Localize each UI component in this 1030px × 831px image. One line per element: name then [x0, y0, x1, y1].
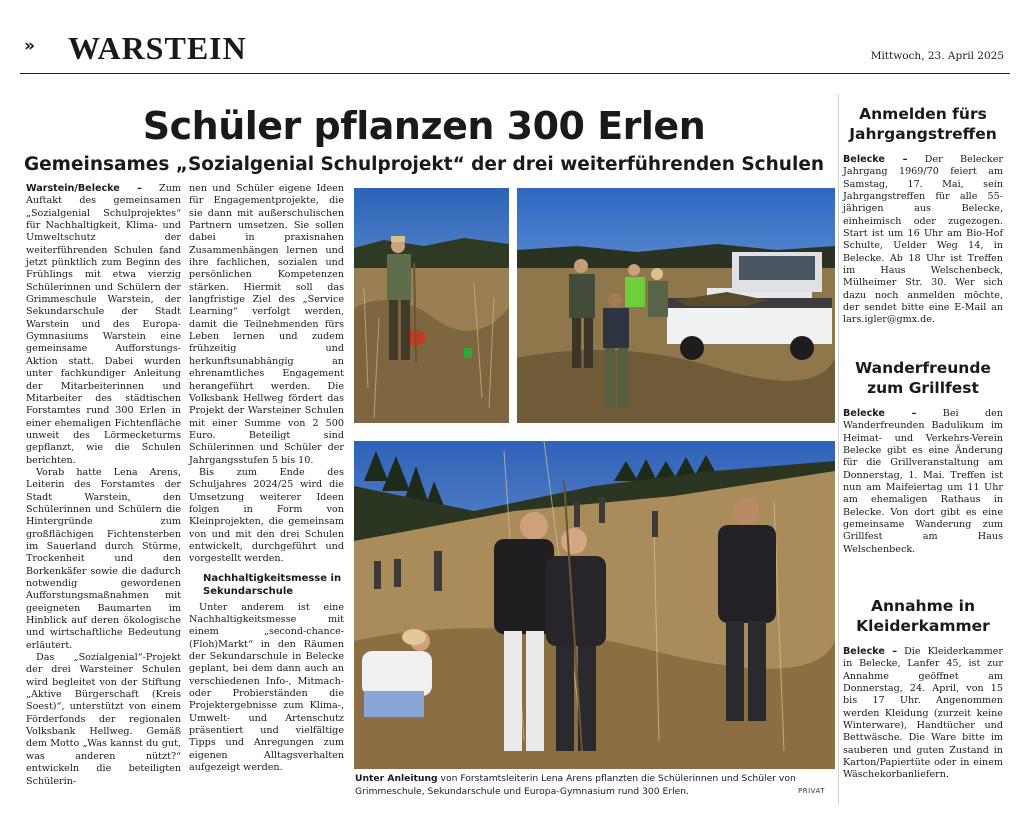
paragraph: Bis zum Ende des Schuljahres 2024/25 wird die Umsetzung weiterer Ideen folgen in Form von Kleinprojekten, die gemeinsam von und mit den drei Schulen entwickelt, durchgeführt und vorgestellt werden. — [189, 466, 344, 565]
sidebar-item-text — [843, 646, 1003, 782]
paragraph: Vorab hatte Lena Arens, Leiterin des Forstamtes der Stadt Warstein, den Schülerinnen und Schülern die Hintergründe zum großflächigen Fichtensterben im Sauerland durch Stürme, Trockenheit und den Borkenkäfer sowie die dadurch notwendig gewordenen Aufforstungsmaßnahmen mit geeigneten Baumarten im Hinblick auf deren ökologische und wirtschaftliche Bedeutung erläutert. — [26, 466, 181, 651]
article-column-2 — [189, 183, 344, 774]
sidebar-item-body: Bei den Wanderfreunden Badulikum im Heimat- und Verkehrs-Verein Belecke gibt es eine Änderung für die Grillveranstaltung am Donnerstag, 1. Mai. Treffen ist nun am Maifeiertag um 11 Uhr am ehemaligen Rathaus in Belecke. Von dort gibt es eine gemeinsame Wanderung zum Grillfest am Haus Welschenbeck. — [843, 408, 1003, 555]
sidebar-item-title: Anmelden fürs Jahrgangstreffen — [849, 105, 997, 143]
dateline: Belecke – — [843, 646, 898, 657]
caption-text: von Forstamtsleiterin Lena Arens pflanzten die Schülerinnen und Schüler von Grimmeschule, Sekundarschule und Europa-Gymnasium rund 300 Erlen. — [355, 773, 796, 797]
section-chevron-icon: » — [24, 36, 35, 56]
sidebar-item-body: Der Belecker Jahrgang 1969/70 feiert am Samstag, 17. Mai, sein Jahrgangstreffen für alle 55-jährigen aus Belecke, einheimisch oder zugezogen. Start ist um 16 Uhr am Bio-Hof Schulte, Uelder Weg 14, in Belecke. Ab 18 Uhr ist Treffen im Haus Welschenbeck, Mülheimer Str. 30. Wer sich dazu noch anmelden möchte, der sendet bitte eine E-Mail an lars.igler@gmx.de. — [843, 154, 1003, 326]
section-title: WARSTEIN — [68, 30, 247, 66]
paragraph: Das „Sozialgenial“-Projekt der drei Warsteiner Schulen wird begleitet von der Stiftung „Aktive Bürgerschaft (Kreis Soest)“, unterstützt von einem Förderfonds der regionalen Volksbank Hellweg. Gemäß dem Motto „Was kannst du gut, was anderen nützt?“ entwickeln die beteiligten Schülerin- — [26, 652, 181, 787]
photo-forester-with-shovel — [354, 188, 509, 423]
sidebar-item-title: Wanderfreunde zum Grillfest — [855, 359, 991, 397]
paragraph: nen und Schüler eigene Ideen für Engagementprojekte, die sie dann mit außerschulischen Partnern umsetzen. Sie sollen dabei in praxisnahen Zusammenhängen lernen und ihre fachlichen, sozialen und persönlichen Kompetenzen stärken. Hiermit soll das langfristige Ziel des „Service Learning“ verfolgt werden, damit die Teilnehmenden fürs Leben lernen und zudem frühzeitig und herkunftsunabhängig an ehrenamtliches Engagement herangeführt werden. Die Volksbank Hellweg fördert das Projekt der Warsteiner Schulen mit einer Summe von 2 500 Euro. Beteiligt sind Schülerinnen und Schüler der Jahrgangsstufen 5 bis 10. — [189, 183, 344, 466]
sidebar-item — [843, 596, 1003, 782]
sidebar-item-body: Die Kleiderkammer in Belecke, Lanfer 45, ist zur Annahme geöffnet am Donnerstag, 24. April, von 15 bis 17 Uhr. Angenommen werden Kleidung (zurzeit keine Winterware), Handtücher und Bettwäsche. Die Ware bitte im sauberen und guten Zustand in Karton/Papiertüte oder in einem Wäschekorbanliefern. — [843, 646, 1003, 781]
masthead — [20, 28, 1010, 74]
dateline: Belecke – — [843, 154, 908, 165]
photo-students-planting — [354, 441, 835, 769]
issue-date: Mittwoch, 23. April 2025 — [870, 50, 1004, 62]
photo-credit: PRIVAT — [798, 787, 826, 795]
dateline: Warstein/Belecke – — [26, 183, 142, 194]
paragraph: Unter anderem ist eine Nachhaltigkeitsmesse mit einem „second-chance-(Floh)Markt“ in den Räumen der Sekundarschule in Belecke geplant, bei dem dann auch an verschiedenen Info-, Mitmach- oder Probierständen die Projektergebnisse zum Klima-, Umwelt- und Artenschutz präsentiert und vielfältige Tipps und Anregungen zum eigenen Alltagsverhalten aufgezeigt werden. — [189, 601, 344, 774]
article-subheading: Nachhaltigkeitsmesse in Sekundarschule — [203, 572, 342, 597]
paragraph — [26, 183, 181, 467]
article-headline: Schüler pflanzen 300 Erlen — [142, 104, 706, 148]
paragraph-text: Zum Auftakt des gemeinsamen „Sozialgenial Schulprojektes“ für Nachhaltigkeit, Klima- und Umweltschutz der weiterführenden Schulen fand jetzt pünktlich zum Beginn des Frühlings mit etwa vierzig Schülerinnen und Schülern der Grimmeschule Warstein, der Sekundarschule der Stadt Warstein und des Europa-Gymnasiums Warstein eine gemeinsame Aufforstungs-Aktion statt. Dabei wurden unter fachkundiger Anleitung der Mitarbeiterinnen und Mitarbeiter des städtischen Forstamtes rund 300 Erlen in einer ehemaligen Fichtenfläche unweit des Lörmecketurms gepflanzt, wie die Schulen berichten. — [26, 183, 181, 466]
article-column-1 — [26, 183, 181, 788]
caption-lead: Unter Anleitung — [355, 773, 438, 784]
photo-group-at-truck — [517, 188, 835, 423]
sidebar-item — [843, 104, 1003, 327]
sidebar-item-text — [843, 154, 1003, 327]
sidebar-item — [843, 358, 1003, 556]
sidebar-divider — [838, 94, 839, 804]
article-subheadline: Gemeinsames „Sozialgenial Schulprojekt“ der drei weiterführenden Schulen — [23, 154, 825, 175]
photo-caption — [355, 773, 835, 798]
sidebar-item-title: Annahme in Kleiderkammer — [856, 597, 990, 635]
dateline: Belecke – — [843, 408, 917, 419]
sidebar-item-text — [843, 408, 1003, 556]
